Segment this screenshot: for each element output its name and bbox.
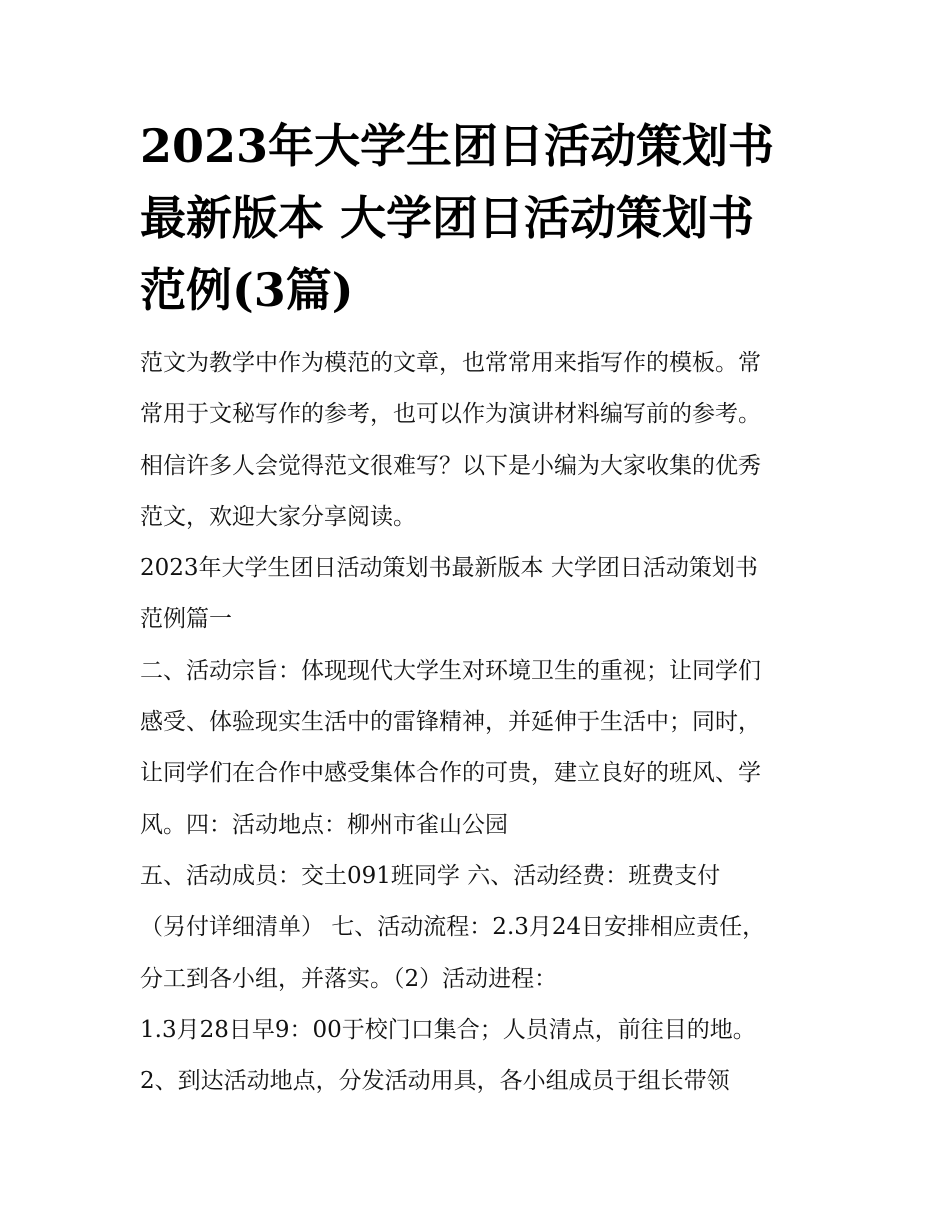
document-page [140,110,820,1107]
intro-line: 范文为教学中作为模范的文章，也常常用来指写作的模板。常 [140,350,761,376]
body-line: 2、到达活动地点，分发活动用具，各小组成员于组长带领 [140,1068,730,1095]
intro-line: 范文，欢迎大家分享阅读。 [140,503,416,530]
intro-line: 常用于文秘写作的参考，也可以作为演讲材料编写前的参考。 [140,401,761,428]
section-heading-line: 范例篇一 [140,606,232,633]
body-line: 五、活动成员：交土091班同学 六、活动经费：班费支付 [140,862,721,889]
title-line: 范例(3篇) [140,263,354,317]
body-line: 风。四：活动地点：柳州市雀山公园 [140,811,508,838]
body-line: 让同学们在合作中感受集体合作的可贵，建立良好的班风、学 [140,760,761,787]
body-line: 感受、体验现实生活中的雷锋精神，并延伸于生活中；同时， [140,709,761,736]
body-line: 1.3月28日早9：00于校门口集合；人员清点，前往目的地。 [140,1016,756,1043]
section-heading-line: 2023年大学生团日活动策划书最新版本 大学团日活动策划书 [140,555,758,582]
intro-line: 相信许多人会觉得范文很难写？以下是小编为大家收集的优秀 [140,452,761,479]
document-title [140,110,820,326]
title-line: 2023年大学生团日活动策划书 [140,119,775,173]
title-line: 最新版本 大学团日活动策划书 [140,191,755,245]
document-body [140,338,820,1107]
body-line: 分工到各小组，并落实。（2）活动进程： [140,965,558,992]
body-line: （另付详细清单） 七、活动流程：2.3月24日安排相应责任， [140,914,766,941]
body-line: 二、活动宗旨：体现现代大学生对环境卫生的重视；让同学们 [140,657,761,684]
